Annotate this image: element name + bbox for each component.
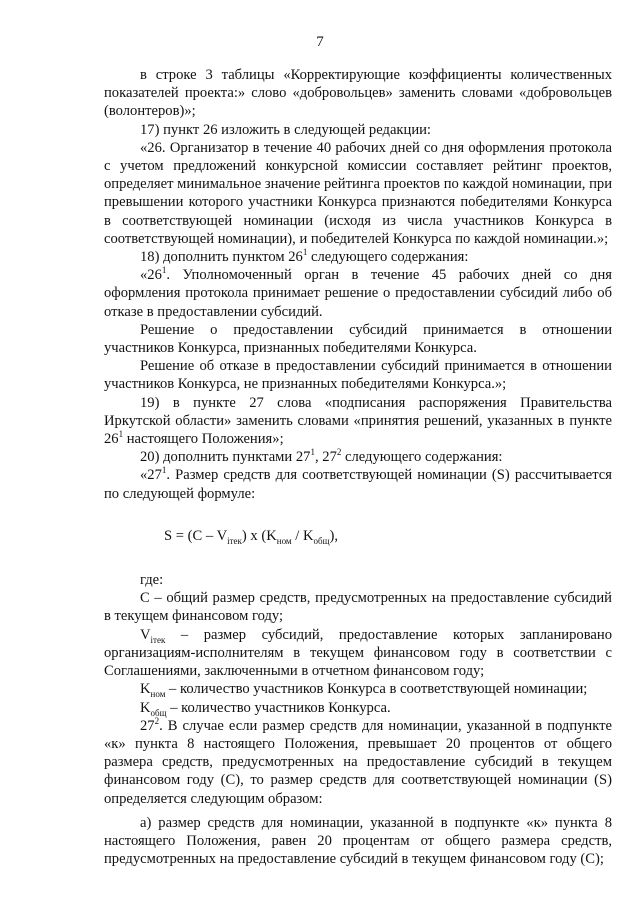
- paragraph-table-row3: в строке 3 таблицы «Корректирующие коэффициенты количественных показателей проекта:» слово «добровольцев» заменить словами «добровольцев (волонтеров)»;: [104, 67, 612, 120]
- paragraph-17: 17) пункт 26 изложить в следующей редакции:: [140, 121, 431, 138]
- paragraph-decision-grant: Решение о предоставлении субсидий принимается в отношении участников Конкурса, признанных победителями Конкурса.: [104, 321, 612, 357]
- document-body: [104, 66, 612, 868]
- paragraph-26-1: «$26^1$. Уполномоченный орган в течение 45 рабочих дней со дня оформления протокола принимает решение о предоставлении субсидий либо об отказе в предоставлении субсидий.: [104, 265, 612, 320]
- definition-c: С – общий размер средств, предусмотренных на предоставление субсидий в текущем финансовом году;: [104, 590, 612, 625]
- paragraph-decision-refuse: Решение об отказе в предоставлении субсидий принимается в отношении участников Конкурса, не признанных победителями Конкурса.»;: [104, 358, 612, 393]
- definition-k-obsh: $K_{общ}$ – количество участников Конкурса.: [140, 699, 391, 718]
- paragraph-27-1: «$27^1$. Размер средств для соответствующей номинации (S) рассчитывается по следующей формуле:: [104, 465, 612, 502]
- paragraph-27-2: $27^2$. В случае если размер средств для номинации, указанной в подпункте «к» пункта 8 настоящего Положения, превышает 20 процентов от общего размера средств, предусмотренных на предоставление субсидий в текущем финансовом году (С), то размер средств для соответствующей номинации (S) определяется следующим образом:: [104, 715, 612, 807]
- paragraph-19: 19) в пункте 27 слова «подписания распоряжения Правительства Иркутской области» заменить словами «принятия решений, указанных в пункте $26^1$ настоящего Положения»;: [104, 394, 612, 448]
- paragraph-18: 18) дополнить пунктом $26^1$ следующего содержания:: [140, 247, 469, 266]
- definition-k-nom: $K_{ном}$ – количество участников Конкурса в соответствующей номинации;: [140, 681, 588, 700]
- paragraph-subpoint-a: а) размер средств для номинации, указанной в подпункте «к» пункта 8 настоящего Положения, равен 20 процентам от общего размера средств, предусмотренных на предоставление субсидий в текущем финансовом году (С);: [104, 814, 612, 868]
- where-label: где:: [140, 572, 164, 589]
- formula: $S = (C - V_{iтек})$ х $(K_{ном} / K_{общ})$,: [164, 527, 339, 546]
- definition-v: $V_{iтек}$ – размер субсидий, предоставление которых запланировано организациям-исполнителям в текущем финансовом году в соответствии с Соглашениями, заключенными в отчетном финансовом году;: [104, 626, 612, 680]
- page-number: 7: [316, 34, 324, 50]
- paragraph-20: 20) дополнить пунктами $27^1$, $27^2$ следующего содержания:: [140, 447, 503, 466]
- paragraph-26: «26. Организатор в течение 40 рабочих дней со дня оформления протокола с учетом предложений конкурсной комиссии составляет рейтинг проектов, определяет минимальное значение рейтинга проектов по каждой номинации, при превышении которого участники Конкурса признаются победителями Конкурса в соответствующей номинации (исходя из числа участников Конкурса в соответствующей номинации), и победителей Конкурса по каждой номинации.»;: [104, 139, 612, 247]
